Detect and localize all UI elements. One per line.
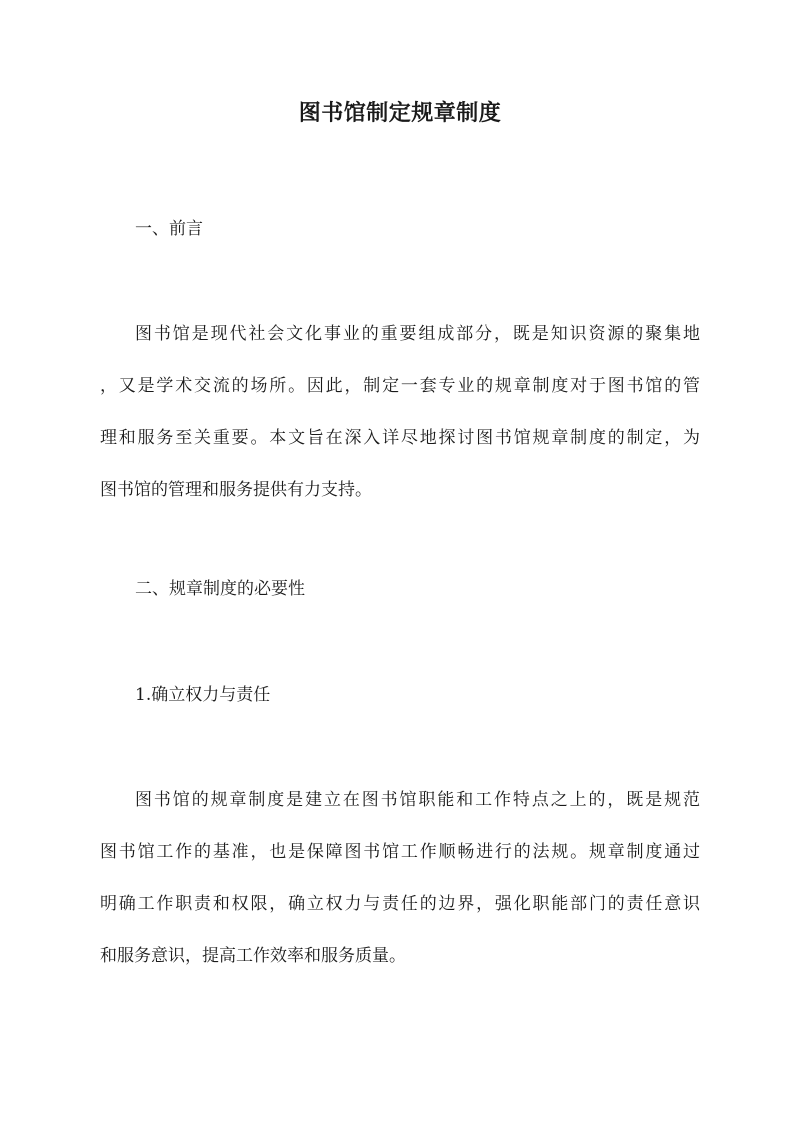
paragraph-line: 图书馆的规章制度是建立在图书馆职能和工作特点之上的，既是规范: [135, 790, 700, 810]
paragraph-line: 明确工作职责和权限，确立权力与责任的边界，强化职能部门的责任意识: [100, 894, 700, 914]
section-heading-preface: 一、前言: [135, 219, 203, 239]
paragraph-power-responsibility: [100, 787, 700, 969]
paragraph-line: 理和服务至关重要。本文旨在深入详尽地探讨图书馆规章制度的制定，为: [100, 428, 700, 448]
section-heading-necessity: 二、规章制度的必要性: [135, 579, 305, 599]
paragraph-line: 图书馆是现代社会文化事业的重要组成部分，既是知识资源的聚集地: [135, 324, 700, 344]
paragraph-preface: [100, 321, 700, 503]
document-title: 图书馆制定规章制度: [298, 100, 502, 126]
sub-heading-power-responsibility: 1.确立权力与责任: [135, 685, 271, 705]
paragraph-line: 图书馆工作的基准，也是保障图书馆工作顺畅进行的法规。规章制度通过: [100, 842, 700, 862]
paragraph-line: ，又是学术交流的场所。因此，制定一套专业的规章制度对于图书馆的管: [100, 376, 700, 396]
paragraph-line: 和服务意识，提高工作效率和服务质量。: [100, 946, 406, 966]
paragraph-line: 图书馆的管理和服务提供有力支持。: [100, 480, 372, 500]
